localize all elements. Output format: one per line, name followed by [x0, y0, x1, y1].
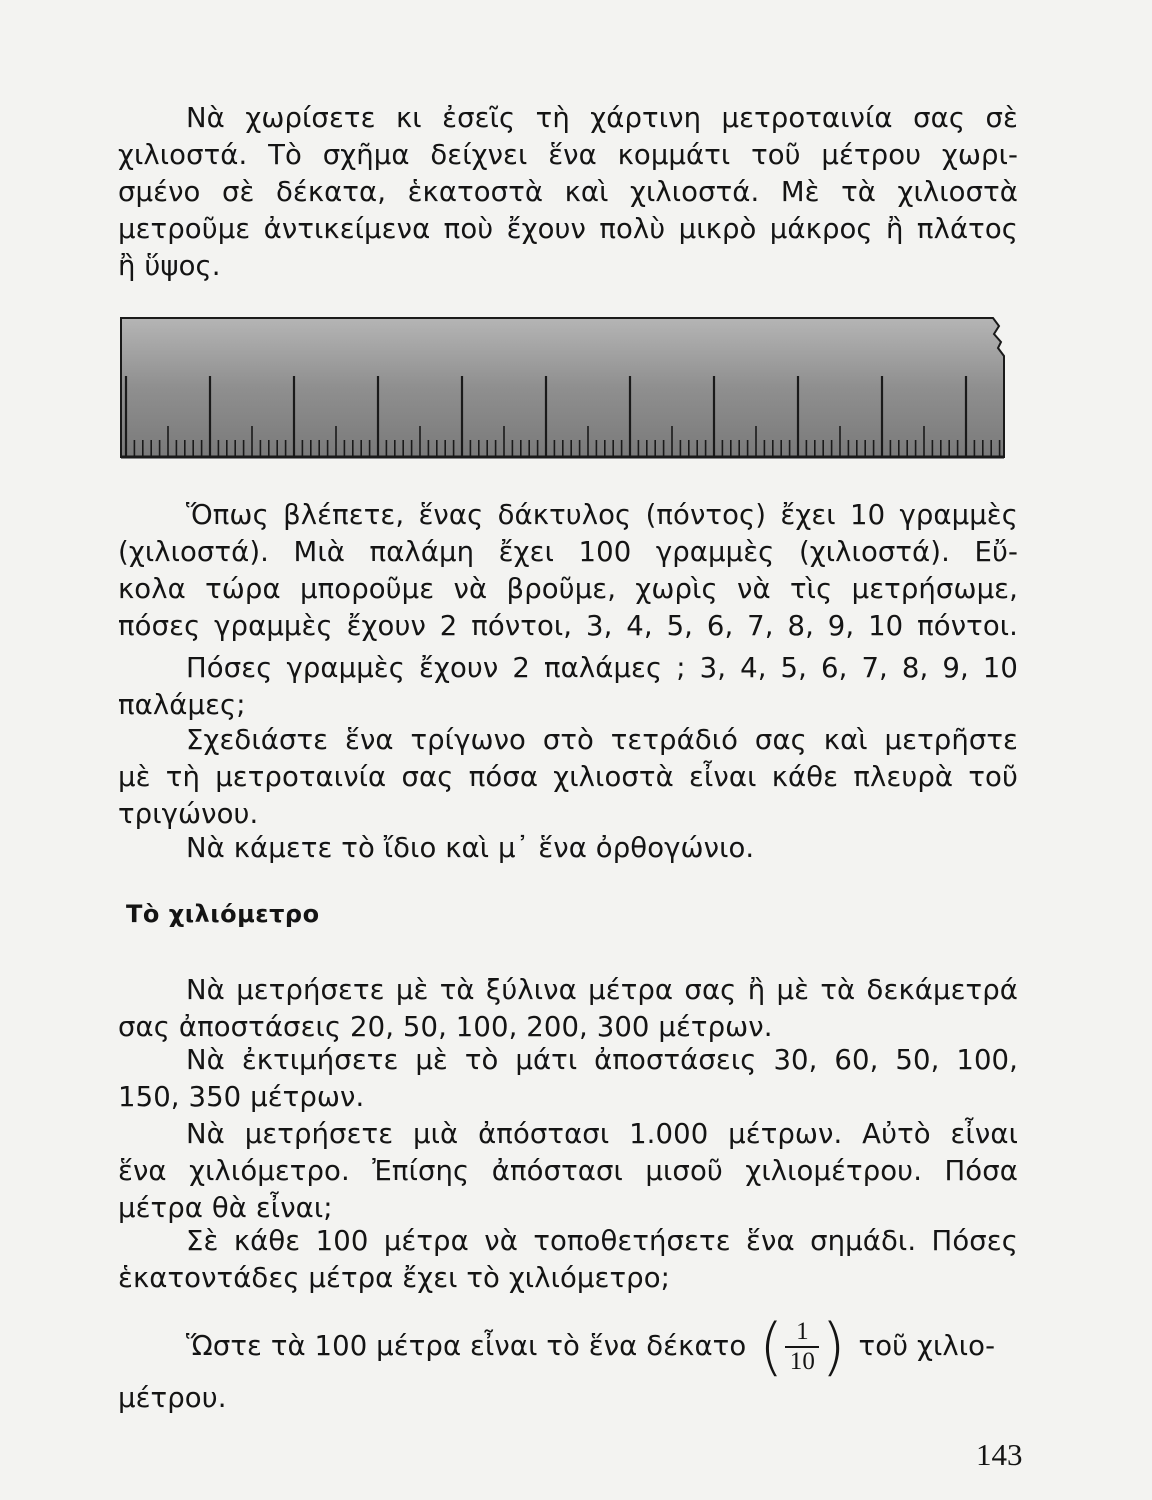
section-heading: Τὸ χιλιόμετρο — [126, 900, 320, 928]
ruler-figure — [118, 312, 1018, 462]
paragraph-estimate — [118, 1042, 1018, 1116]
paragraph-kilometre — [118, 1116, 1018, 1227]
text-line: χιλιοστά. Τὸ σχῆμα δείχνει ἕνα κομμάτι τοῦ μέτρου χωρι- — [118, 139, 1018, 171]
page-number: 143 — [976, 1437, 1023, 1472]
text-line: Ὅπως βλέπετε, ἕνας δάκτυλος (πόντος) ἔχει 10 γραμμὲς — [186, 499, 1018, 531]
paragraph-tenth — [118, 1310, 1018, 1417]
text-line: ἢ ὕψος. — [118, 250, 221, 282]
text-line: παλάμες; — [118, 689, 246, 721]
paragraph-fingers — [118, 497, 1018, 645]
text-line: Νὰ ἐκτιμήσετε μὲ τὸ μάτι ἀποστάσεις 30, 60, 50, 100, — [186, 1044, 1018, 1076]
text-line — [118, 1310, 1018, 1383]
paragraph-palms — [118, 650, 1018, 724]
text-line: Σὲ κάθε 100 μέτρα νὰ τοποθετήσετε ἕνα σημάδι. Πόσες — [186, 1225, 1018, 1257]
text-line: πόσες γραμμὲς ἔχουν 2 πόντοι, 3, 4, 5, 6, 7, 8, 9, 10 πόντοι. — [118, 610, 1018, 642]
text-line: μετροῦμε ἀντικείμενα ποὺ ἔχουν πολὺ μικρὸ μάκρος ἢ πλάτος — [118, 213, 1018, 245]
fraction-numerator: 1 — [796, 1318, 809, 1345]
text-line: ἕνα χιλιόμετρο. Ἐπίσης ἀπόστασι μισοῦ χιλιομέτρου. Πόσα — [118, 1155, 1018, 1187]
text-line: σας ἀποστάσεις 20, 50, 100, 200, 300 μέτρων. — [118, 1011, 773, 1043]
left-paren-icon: ( — [759, 1310, 784, 1383]
right-paren-icon: ) — [821, 1310, 846, 1383]
paragraph-triangle — [118, 722, 1018, 833]
text-line: Νὰ χωρίσετε κι ἐσεῖς τὴ χάρτινη μετροταινία σας σὲ — [186, 102, 1018, 134]
text-line: Νὰ μετρήσετε μιὰ ἀπόστασι 1.000 μέτρων. Αὐτὸ εἶναι — [186, 1118, 1018, 1150]
text-line: Νὰ κάμετε τὸ ἴδιο καὶ μ᾽ ἕνα ὀρθογώνιο. — [186, 832, 755, 864]
fraction-tail-text: τοῦ χιλιο- — [858, 1330, 996, 1362]
paragraph-measure — [118, 972, 1018, 1046]
paragraph-markers — [118, 1223, 1018, 1297]
fraction-lead-text: Ὥστε τὰ 100 μέτρα εἶναι τὸ ἕνα δέκατο — [186, 1330, 747, 1362]
text-line: Πόσες γραμμὲς ἔχουν 2 παλάμες ; 3, 4, 5, 6, 7, 8, 9, 10 — [186, 652, 1018, 684]
ruler-body — [121, 318, 1004, 457]
text-line: τριγώνου. — [118, 798, 259, 830]
intro-paragraph — [118, 100, 1018, 285]
text-line: 150, 350 μέτρων. — [118, 1081, 365, 1113]
text-line: Σχεδιάστε ἕνα τρίγωνο στὸ τετράδιό σας καὶ μετρῆστε — [186, 724, 1018, 756]
fraction-one-tenth — [759, 1310, 846, 1383]
text-line: Νὰ μετρήσετε μὲ τὰ ξύλινα μέτρα σας ἢ μὲ τὰ δεκάμετρά — [186, 974, 1018, 1006]
text-line: κολα τώρα μποροῦμε νὰ βροῦμε, χωρὶς νὰ τὶς μετρήσωμε, — [118, 573, 1018, 605]
fraction-denominator: 10 — [789, 1348, 815, 1375]
paragraph-rectangle — [118, 830, 1018, 867]
text-line: μὲ τὴ μετροταινία σας πόσα χιλιοστὰ εἶναι κάθε πλευρὰ τοῦ — [118, 761, 1018, 793]
text-line: μέτρου. — [118, 1382, 227, 1414]
text-line: (χιλιοστά). Μιὰ παλάμη ἔχει 100 γραμμὲς (χιλιοστά). Εὔ- — [118, 536, 1018, 568]
text-line: σμένο σὲ δέκατα, ἑκατοστὰ καὶ χιλιοστά. Μὲ τὰ χιλιοστὰ — [118, 176, 1018, 208]
text-line: μέτρα θὰ εἶναι; — [118, 1192, 333, 1224]
text-line: ἑκατοντάδες μέτρα ἔχει τὸ χιλιόμετρο; — [118, 1262, 670, 1294]
